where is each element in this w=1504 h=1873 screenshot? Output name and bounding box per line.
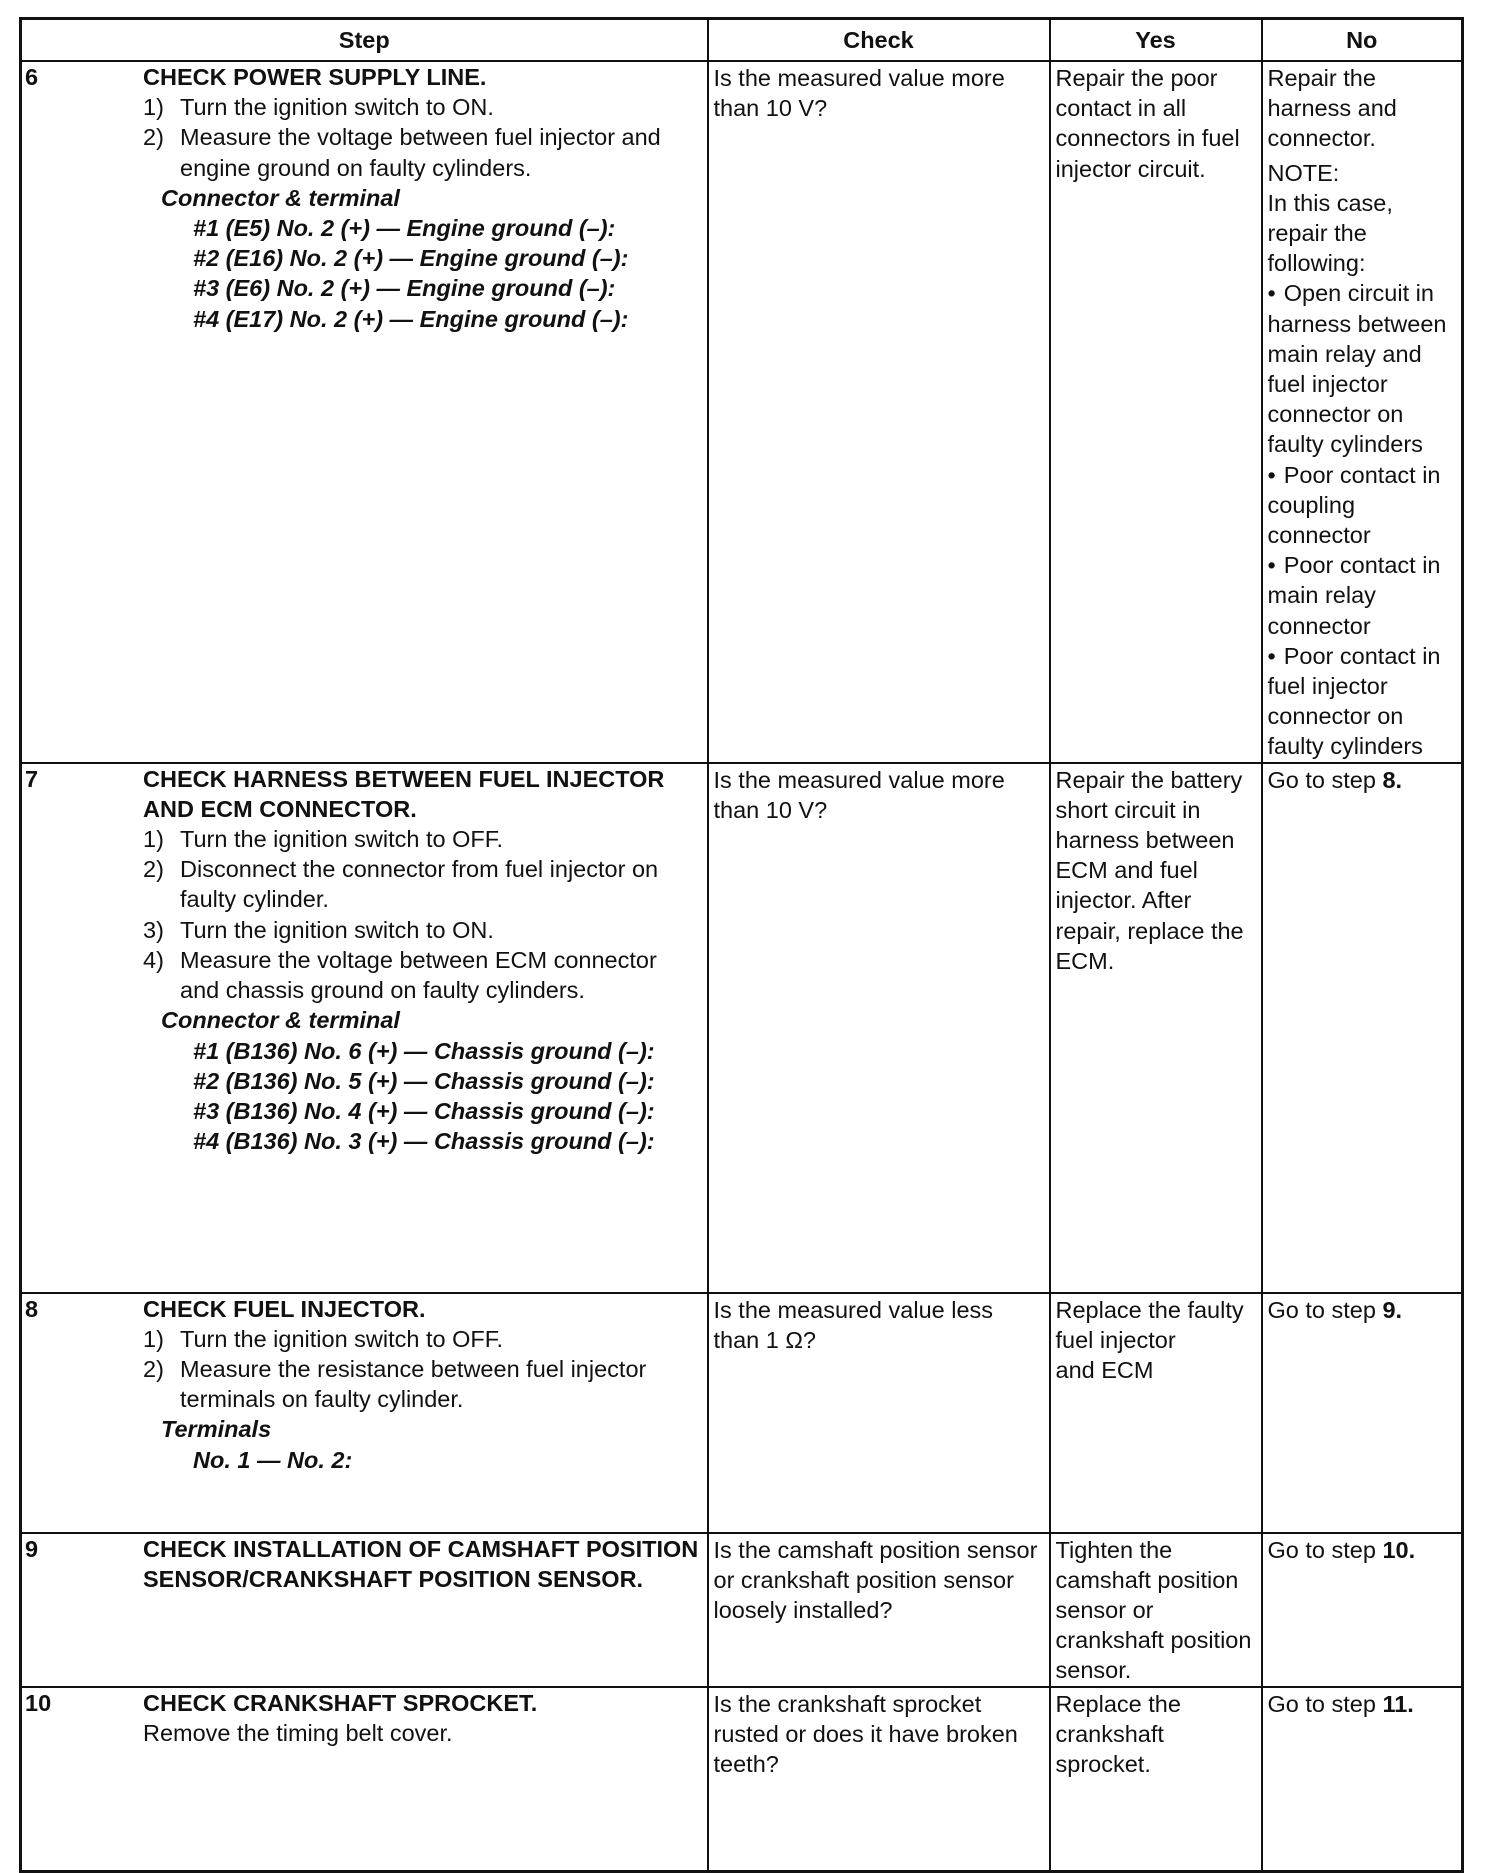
step-number: 7	[25, 765, 39, 792]
step-number: 6	[25, 64, 39, 90]
step-instruction: Remove the timing belt cover.	[143, 1719, 453, 1746]
table-row	[21, 763, 1463, 1293]
terminals-heading: Terminals	[161, 1416, 272, 1443]
next-step-number: 10.	[1382, 1536, 1416, 1563]
terminal-line: No. 1 — No. 2:	[193, 1446, 353, 1473]
procedure-item: 2) Measure the voltage between fuel injector and engine ground on faulty cylinders.	[143, 124, 661, 181]
step-cell	[21, 1687, 708, 1872]
check-cell: Is the camshaft position sensor or crankshaft position sensor loosely installed?	[708, 1533, 1050, 1687]
step-title: CHECK HARNESS BETWEEN FUEL INJECTOR AND ECM CONNECTOR.	[143, 765, 665, 822]
no-cell	[1262, 61, 1463, 763]
next-step-number: 9.	[1382, 1296, 1403, 1323]
header-step: Step	[21, 19, 708, 62]
no-cell: Go to step 9.	[1262, 1293, 1463, 1533]
terminal-line: #3 (B136) No. 4 (+) — Chassis ground (–):	[193, 1097, 655, 1124]
connector-heading: Connector & terminal	[161, 1007, 400, 1034]
step-cell	[21, 1533, 708, 1687]
note-bullet: • Poor contact in coupling connector	[1267, 461, 1441, 549]
header-check: Check	[708, 19, 1050, 62]
step-title: CHECK INSTALLATION OF CAMSHAFT POSITION SENSOR/CRANKSHAFT POSITION SENSOR.	[143, 1535, 699, 1592]
step-cell	[21, 763, 708, 1293]
step-cell	[21, 61, 708, 763]
step-title: CHECK FUEL INJECTOR.	[143, 1295, 426, 1322]
terminal-line: #1 (B136) No. 6 (+) — Chassis ground (–):	[193, 1037, 655, 1064]
step-title: CHECK CRANKSHAFT SPROCKET.	[143, 1689, 538, 1716]
note-bullet: • Open circuit in harness between main relay and fuel injector connector on faulty cylinders	[1267, 280, 1447, 458]
connector-heading: Connector & terminal	[161, 184, 400, 211]
header-no: No	[1262, 19, 1463, 62]
table-row	[21, 1687, 1463, 1872]
table-row	[21, 61, 1463, 763]
next-step-number: 11.	[1382, 1690, 1414, 1717]
table-row	[21, 1533, 1463, 1687]
next-step-number: 8.	[1382, 766, 1403, 793]
check-cell: Is the measured value more than 10 V?	[708, 61, 1050, 763]
step-number: 10	[25, 1689, 52, 1716]
terminal-line: #3 (E6) No. 2 (+) — Engine ground (–):	[193, 275, 616, 302]
step-number: 8	[25, 1295, 39, 1322]
note-label: NOTE:	[1267, 159, 1340, 186]
table-row	[21, 1293, 1463, 1533]
note-bullet: • Poor contact in main relay connector	[1267, 552, 1441, 639]
procedure-item: 3) Turn the ignition switch to ON.	[143, 916, 494, 943]
terminal-line: #4 (E17) No. 2 (+) — Engine ground (–):	[193, 305, 629, 332]
procedure-item: 1) Turn the ignition switch to OFF.	[143, 1325, 504, 1352]
terminal-line: #2 (E16) No. 2 (+) — Engine ground (–):	[193, 245, 629, 272]
step-number: 9	[25, 1535, 39, 1562]
diagnostic-table	[19, 17, 1464, 1873]
header-yes: Yes	[1050, 19, 1262, 62]
yes-cell: Replace the faulty fuel injector and ECM	[1050, 1293, 1262, 1533]
terminal-line: #1 (E5) No. 2 (+) — Engine ground (–):	[193, 215, 616, 242]
terminal-line: #4 (B136) No. 3 (+) — Chassis ground (–):	[193, 1128, 655, 1155]
check-cell: Is the crankshaft sprocket rusted or does it have broken teeth?	[708, 1687, 1050, 1872]
no-cell: Go to step 10.	[1262, 1533, 1463, 1687]
step-title: CHECK POWER SUPPLY LINE.	[143, 64, 487, 90]
check-cell: Is the measured value less than 1 Ω?	[708, 1293, 1050, 1533]
yes-cell: Replace the crankshaft sprocket.	[1050, 1687, 1262, 1872]
yes-cell: Repair the poor contact in all connectors in fuel injector circuit.	[1050, 61, 1262, 763]
header-row	[21, 19, 1463, 62]
procedure-item: 1) Turn the ignition switch to ON.	[143, 94, 494, 121]
no-text: Repair the harness and connector.	[1267, 65, 1397, 152]
terminal-line: #2 (B136) No. 5 (+) — Chassis ground (–):	[193, 1067, 655, 1094]
procedure-item: 1) Turn the ignition switch to OFF.	[143, 826, 504, 853]
note-text: In this case, repair the following:	[1267, 189, 1393, 277]
check-cell: Is the measured value more than 10 V?	[708, 763, 1050, 1293]
no-cell: Go to step 8.	[1262, 763, 1463, 1293]
procedure-item: 2) Disconnect the connector from fuel injector on faulty cylinder.	[143, 856, 659, 913]
yes-cell: Repair the battery short circuit in harness between ECM and fuel injector. After repair, replace the ECM.	[1050, 763, 1262, 1293]
procedure-item: 4) Measure the voltage between ECM connector and chassis ground on faulty cylinders.	[143, 946, 657, 1004]
step-cell	[21, 1293, 708, 1533]
no-cell: Go to step 11.	[1262, 1687, 1463, 1872]
note-bullet: • Poor contact in fuel injector connector on faulty cylinders	[1267, 642, 1441, 760]
yes-cell: Tighten the camshaft position sensor or crankshaft position sensor.	[1050, 1533, 1262, 1687]
procedure-item: 2) Measure the resistance between fuel injector terminals on faulty cylinder.	[143, 1356, 647, 1413]
